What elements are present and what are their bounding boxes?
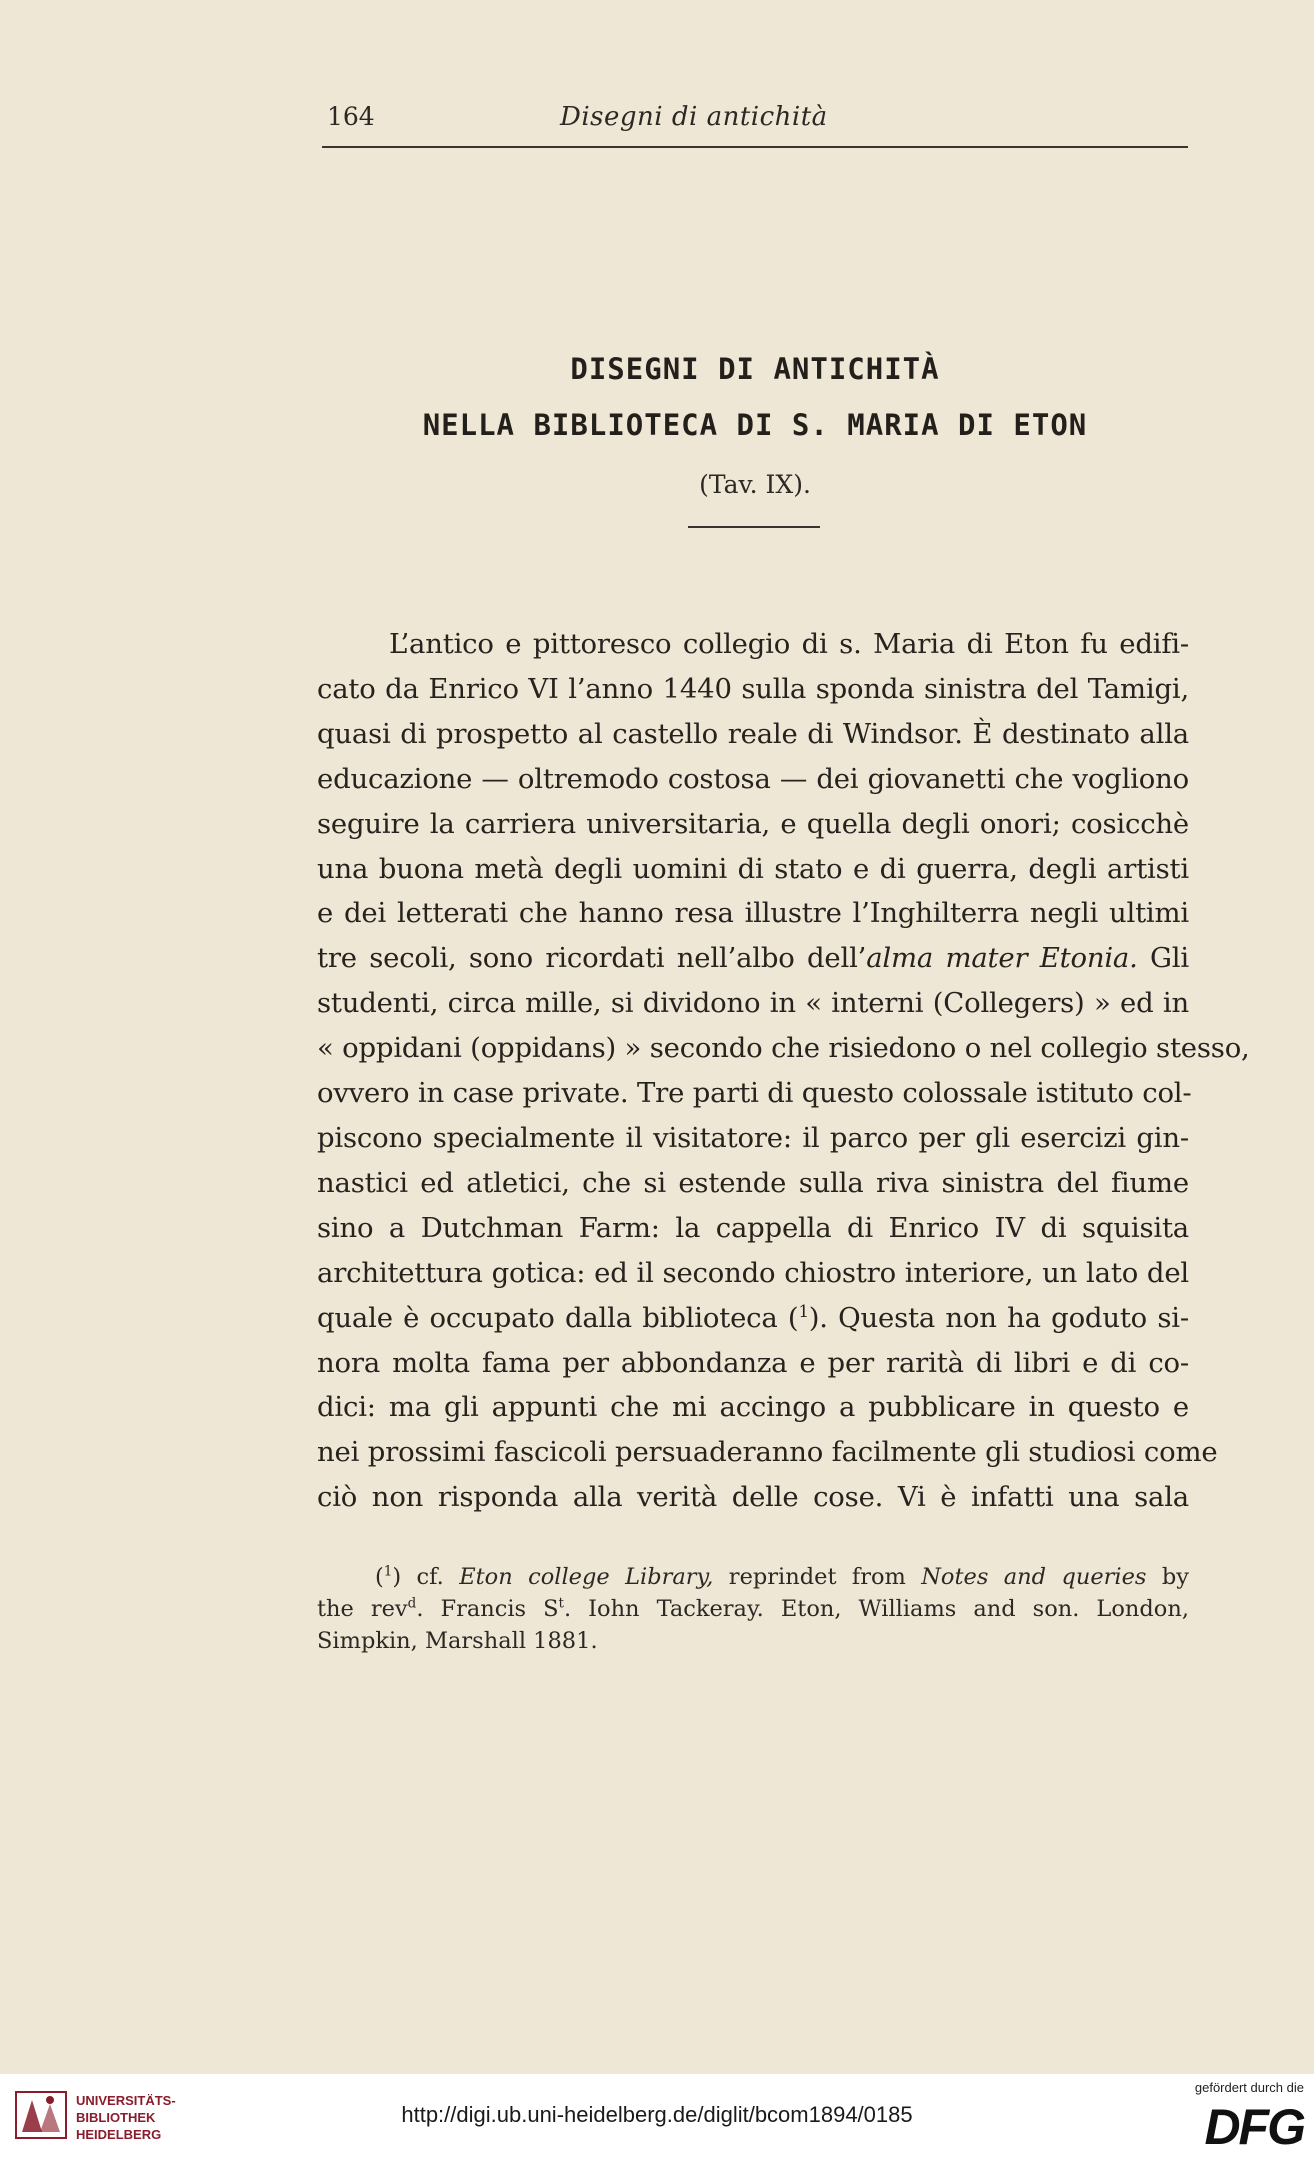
- footnote-line: Simpkin, Marshall 1881.: [317, 1628, 598, 1654]
- body-line: una buona metà degli uomini di stato e di guerra, degli artisti: [317, 852, 1189, 885]
- body-line: educazione — oltremodo costosa — dei giovanetti che vogliono: [317, 762, 1189, 795]
- italic-phrase: alma mater Etonia.: [866, 942, 1138, 975]
- body-line: nastici ed atletici, che si estende sulla riva sinistra del fiume: [317, 1166, 1189, 1199]
- footnote-text: . Iohn Tackeray. Eton, Williams and son. London,: [563, 1596, 1189, 1622]
- funding-note: gefördert durch die: [1194, 2080, 1304, 2095]
- header-rule: [322, 146, 1188, 148]
- body-line: seguire la carriera universitaria, e quella degli onori; cosicchè: [317, 807, 1189, 840]
- body-line-tail: Gli: [1137, 942, 1189, 975]
- body-line-tail: ). Questa non ha goduto si-: [808, 1301, 1189, 1334]
- permalink-url[interactable]: http://digi.ub.uni-heidelberg.de/diglit/bcom1894/0185: [401, 2102, 913, 2127]
- footnote-text: reprindet from: [713, 1564, 922, 1590]
- body-line: nei prossimi fascicoli persuaderanno facilmente gli studiosi come: [317, 1436, 1218, 1469]
- footnote-text: by: [1146, 1564, 1189, 1590]
- footnote-text: . Francis S: [416, 1596, 559, 1622]
- footnote-superscript: t: [558, 1595, 564, 1612]
- body-paragraph: [317, 622, 1250, 1520]
- body-line: architettura gotica: ed il secondo chiostro interiore, un lato del: [317, 1256, 1189, 1289]
- body-line: ciò non risponda alla verità delle cose. Vi è infatti una sala: [317, 1481, 1189, 1514]
- body-line: [317, 936, 1189, 981]
- institution-line: HEIDELBERG: [76, 2127, 162, 2142]
- body-line-text: quale è occupato dalla biblioteca (: [317, 1301, 799, 1334]
- footnote-source-title: Notes and queries: [921, 1564, 1147, 1590]
- footnote-text: the rev: [317, 1596, 408, 1622]
- footnote-marker: 1: [383, 1563, 393, 1580]
- footnote-line: [317, 1593, 1189, 1625]
- page-number: 164: [327, 102, 375, 131]
- article-title-line-1: DISEGNI DI ANTICHITÀ: [570, 352, 940, 386]
- body-line: L’antico e pittoresco collegio di s. Maria di Eton fu edifi-: [389, 628, 1189, 660]
- body-line: [317, 1296, 1189, 1341]
- body-line: nora molta fama per abbondanza e per rarità di libri e di co-: [317, 1346, 1189, 1379]
- body-line: studenti, circa mille, si dividono in « interni (Collegers) » ed in: [317, 987, 1189, 1020]
- plate-reference: (Tav. IX).: [699, 470, 811, 499]
- body-line: piscono specialmente il visitatore: il parco per gli esercizi gin-: [317, 1121, 1189, 1154]
- institution-line: BIBLIOTHEK: [76, 2110, 156, 2125]
- body-line: e dei letterati che hanno resa illustre l’Inghilterra negli ultimi: [317, 897, 1189, 930]
- footnote-text: ) cf.: [392, 1564, 460, 1590]
- footnote: [317, 1561, 1189, 1657]
- body-line: sino a Dutchman Farm: la cappella di Enrico IV di squisita: [317, 1211, 1189, 1244]
- footnote-line: ($^1$) cf. Eton college Library, reprindet from Notes and queries by: [375, 1563, 1189, 1590]
- article-title-line-2: NELLA BIBLIOTECA DI S. MARIA DI ETON: [422, 408, 1088, 442]
- body-line-text: tre secoli, sono ricordati nell’albo dell’: [317, 942, 867, 975]
- footnote-reference: 1: [798, 1301, 809, 1321]
- body-line: « oppidani (oppidans) » secondo che risiedono o nel collegio stesso,: [317, 1032, 1250, 1065]
- dfg-logo: DFG: [1204, 2099, 1304, 2155]
- footnote-superscript: d: [407, 1595, 417, 1612]
- body-line: dici: ma gli appunti che mi accingo a pubblicare in questo e: [317, 1391, 1189, 1424]
- body-line: cato da Enrico VI l’anno 1440 sulla sponda sinistra del Tamigi,: [317, 672, 1189, 705]
- body-line: quasi di prospetto al castello reale di Windsor. È destinato alla: [317, 717, 1189, 750]
- body-line: ovvero in case private. Tre parti di questo colossale istituto col-: [317, 1077, 1192, 1110]
- institution-line: UNIVERSITÄTS-: [76, 2093, 176, 2108]
- footnote-work-title: Eton college Library,: [459, 1564, 714, 1590]
- title-rule: [688, 526, 820, 528]
- running-title: Disegni di antichità: [560, 102, 828, 132]
